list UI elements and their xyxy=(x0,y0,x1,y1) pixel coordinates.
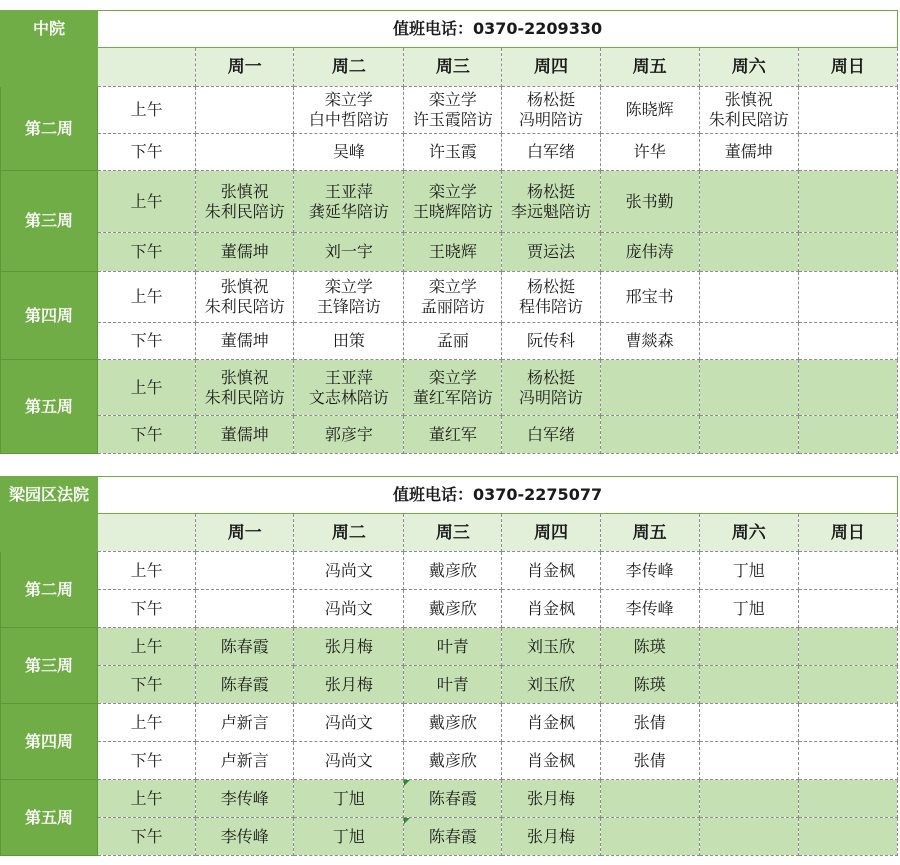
duty-cell[interactable]: 白军绪 xyxy=(502,134,600,171)
duty-cell[interactable] xyxy=(699,360,798,416)
duty-cell[interactable]: 冯尚文 xyxy=(294,552,404,590)
week-label-cell[interactable]: 第二周 xyxy=(1,552,98,628)
duty-cell[interactable]: 戴彦欣 xyxy=(404,590,502,628)
duty-cell[interactable] xyxy=(699,704,798,742)
duty-cell[interactable]: 曹燚森 xyxy=(600,323,699,360)
duty-cell[interactable]: 栾立学 董红军陪访 xyxy=(404,360,502,416)
duty-cell[interactable]: 张月梅 xyxy=(502,818,600,856)
schedule-table xyxy=(0,476,898,856)
duty-cell[interactable] xyxy=(699,171,798,233)
duty-cell[interactable]: 叶青 xyxy=(404,666,502,704)
court-name-cell[interactable]: 梁园区法院 xyxy=(1,477,98,514)
duty-cell[interactable]: 肖金枫 xyxy=(502,552,600,590)
court-name-cell[interactable]: 中院 xyxy=(1,11,98,48)
duty-cell[interactable]: 张慎祝 朱利民陪访 xyxy=(699,87,798,134)
day-header-cell[interactable]: 周二 xyxy=(294,514,404,552)
period-cell[interactable]: 下午 xyxy=(98,742,196,780)
duty-cell[interactable]: 杨松挺 冯明陪访 xyxy=(502,87,600,134)
duty-cell[interactable]: 李传峰 xyxy=(196,780,294,818)
duty-cell[interactable]: 张慎祝 朱利民陪访 xyxy=(196,360,294,416)
duty-cell[interactable] xyxy=(798,171,897,233)
duty-cell[interactable]: 田策 xyxy=(294,323,404,360)
day-header-cell[interactable]: 周五 xyxy=(600,48,699,87)
duty-cell[interactable]: 阮传科 xyxy=(502,323,600,360)
duty-cell[interactable]: 许玉霞 xyxy=(404,134,502,171)
duty-cell[interactable]: 陈春霞 xyxy=(404,780,502,818)
period-cell[interactable]: 下午 xyxy=(98,134,196,171)
duty-cell[interactable]: 栾立学 王晓辉陪访 xyxy=(404,171,502,233)
duty-cell[interactable]: 戴彦欣 xyxy=(404,552,502,590)
duty-cell[interactable]: 栾立学 王锋陪访 xyxy=(294,272,404,323)
duty-cell[interactable] xyxy=(798,134,897,171)
duty-cell[interactable]: 陈春霞 xyxy=(196,628,294,666)
duty-cell[interactable] xyxy=(798,552,897,590)
duty-cell[interactable] xyxy=(600,360,699,416)
schedule-row xyxy=(1,780,898,818)
duty-cell[interactable]: 冯尚文 xyxy=(294,704,404,742)
duty-cell[interactable] xyxy=(798,360,897,416)
period-cell[interactable]: 上午 xyxy=(98,628,196,666)
duty-cell[interactable]: 丁旭 xyxy=(294,780,404,818)
period-cell[interactable]: 上午 xyxy=(98,552,196,590)
schedule-row xyxy=(1,272,898,323)
title-row xyxy=(1,11,898,48)
duty-cell[interactable]: 卢新言 xyxy=(196,704,294,742)
period-cell[interactable]: 下午 xyxy=(98,323,196,360)
duty-cell[interactable]: 李传峰 xyxy=(600,552,699,590)
duty-cell[interactable]: 张月梅 xyxy=(294,666,404,704)
week-label-cell[interactable]: 第二周 xyxy=(1,87,98,171)
duty-cell[interactable]: 张书勤 xyxy=(600,171,699,233)
duty-cell[interactable]: 张慎祝 朱利民陪访 xyxy=(196,171,294,233)
duty-cell[interactable] xyxy=(798,233,897,272)
day-header-cell[interactable]: 周五 xyxy=(600,514,699,552)
day-header-cell[interactable]: 周三 xyxy=(404,48,502,87)
duty-cell[interactable]: 董儒坤 xyxy=(196,233,294,272)
duty-cell[interactable]: 张慎祝 朱利民陪访 xyxy=(196,272,294,323)
duty-cell[interactable]: 肖金枫 xyxy=(502,590,600,628)
duty-cell[interactable]: 刘一宇 xyxy=(294,233,404,272)
duty-cell[interactable]: 张月梅 xyxy=(502,780,600,818)
duty-cell[interactable]: 戴彦欣 xyxy=(404,742,502,780)
duty-cell[interactable]: 张倩 xyxy=(600,742,699,780)
duty-cell[interactable]: 董儒坤 xyxy=(196,323,294,360)
week-label-cell[interactable]: 第四周 xyxy=(1,272,98,360)
day-header-cell[interactable]: 周四 xyxy=(502,48,600,87)
duty-cell[interactable]: 邢宝书 xyxy=(600,272,699,323)
duty-cell[interactable]: 丁旭 xyxy=(699,590,798,628)
period-cell[interactable]: 下午 xyxy=(98,666,196,704)
day-header-cell[interactable]: 周二 xyxy=(294,48,404,87)
duty-cell[interactable]: 孟丽 xyxy=(404,323,502,360)
duty-phone-cell[interactable]: 值班电话：0370-2209330 xyxy=(98,11,898,48)
duty-cell[interactable]: 董红军 xyxy=(404,416,502,454)
duty-cell[interactable]: 庞伟涛 xyxy=(600,233,699,272)
duty-cell[interactable] xyxy=(798,628,897,666)
duty-cell[interactable] xyxy=(196,590,294,628)
day-header-cell[interactable]: 周一 xyxy=(196,514,294,552)
corner-cell[interactable] xyxy=(1,514,98,552)
duty-cell[interactable] xyxy=(699,666,798,704)
schedule-row xyxy=(1,666,898,704)
schedule-row xyxy=(1,704,898,742)
duty-cell[interactable]: 丁旭 xyxy=(294,818,404,856)
duty-cell[interactable] xyxy=(699,233,798,272)
duty-cell[interactable] xyxy=(798,87,897,134)
duty-cell[interactable] xyxy=(600,416,699,454)
schedule-row xyxy=(1,87,898,134)
duty-cell[interactable] xyxy=(798,818,897,856)
duty-cell[interactable]: 李传峰 xyxy=(196,818,294,856)
schedule-row xyxy=(1,590,898,628)
duty-cell[interactable] xyxy=(699,780,798,818)
schedule-row xyxy=(1,742,898,780)
period-cell[interactable]: 下午 xyxy=(98,818,196,856)
duty-cell[interactable]: 董儒坤 xyxy=(699,134,798,171)
duty-cell[interactable]: 王亚萍 文志林陪访 xyxy=(294,360,404,416)
corner-cell[interactable] xyxy=(1,48,98,87)
duty-cell[interactable] xyxy=(196,552,294,590)
duty-cell[interactable] xyxy=(699,742,798,780)
week-label-cell[interactable]: 第五周 xyxy=(1,780,98,856)
day-header-cell[interactable]: 周六 xyxy=(699,514,798,552)
schedule-row xyxy=(1,323,898,360)
schedule-row xyxy=(1,171,898,233)
period-cell[interactable]: 上午 xyxy=(98,171,196,233)
duty-cell[interactable] xyxy=(699,818,798,856)
day-header-cell[interactable]: 周一 xyxy=(196,48,294,87)
schedule-row xyxy=(1,416,898,454)
week-label-cell[interactable]: 第三周 xyxy=(1,628,98,704)
duty-cell[interactable]: 王亚萍 龚延华陪访 xyxy=(294,171,404,233)
duty-cell[interactable] xyxy=(196,134,294,171)
duty-cell[interactable]: 陈瑛 xyxy=(600,628,699,666)
duty-cell[interactable]: 杨松挺 程伟陪访 xyxy=(502,272,600,323)
duty-cell[interactable] xyxy=(196,87,294,134)
duty-cell[interactable]: 陈春霞 xyxy=(196,666,294,704)
duty-cell[interactable]: 冯尚文 xyxy=(294,742,404,780)
period-header-cell[interactable] xyxy=(98,514,196,552)
period-cell[interactable]: 上午 xyxy=(98,360,196,416)
duty-cell[interactable]: 叶青 xyxy=(404,628,502,666)
duty-cell[interactable]: 陈晓辉 xyxy=(600,87,699,134)
duty-cell[interactable]: 丁旭 xyxy=(699,552,798,590)
duty-cell[interactable]: 王晓辉 xyxy=(404,233,502,272)
duty-cell[interactable]: 张倩 xyxy=(600,704,699,742)
period-cell[interactable]: 上午 xyxy=(98,272,196,323)
duty-cell[interactable] xyxy=(798,742,897,780)
duty-cell[interactable]: 李传峰 xyxy=(600,590,699,628)
schedule-table xyxy=(0,10,898,454)
duty-cell[interactable]: 杨松挺 李远魁陪访 xyxy=(502,171,600,233)
schedule-row xyxy=(1,552,898,590)
duty-cell[interactable]: 杨松挺 冯明陪访 xyxy=(502,360,600,416)
duty-cell[interactable]: 郭彦宇 xyxy=(294,416,404,454)
duty-cell[interactable] xyxy=(798,666,897,704)
period-cell[interactable]: 上午 xyxy=(98,780,196,818)
day-header-row xyxy=(1,514,898,552)
duty-cell[interactable]: 肖金枫 xyxy=(502,704,600,742)
duty-cell[interactable] xyxy=(798,780,897,818)
duty-cell[interactable]: 栾立学 许玉霞陪访 xyxy=(404,87,502,134)
duty-cell[interactable]: 董儒坤 xyxy=(196,416,294,454)
period-cell[interactable]: 上午 xyxy=(98,87,196,134)
period-cell[interactable]: 下午 xyxy=(98,416,196,454)
duty-cell[interactable] xyxy=(798,704,897,742)
duty-cell[interactable]: 冯尚文 xyxy=(294,590,404,628)
day-header-cell[interactable]: 周日 xyxy=(798,514,897,552)
duty-cell[interactable] xyxy=(798,590,897,628)
day-header-row xyxy=(1,48,898,87)
duty-cell[interactable]: 肖金枫 xyxy=(502,742,600,780)
duty-cell[interactable]: 卢新言 xyxy=(196,742,294,780)
day-header-cell[interactable]: 周三 xyxy=(404,514,502,552)
duty-cell[interactable]: 栾立学 白中哲陪访 xyxy=(294,87,404,134)
duty-cell[interactable]: 张月梅 xyxy=(294,628,404,666)
period-header-cell[interactable] xyxy=(98,48,196,87)
duty-cell[interactable]: 戴彦欣 xyxy=(404,704,502,742)
schedule-row xyxy=(1,818,898,856)
week-label-cell[interactable]: 第四周 xyxy=(1,704,98,780)
duty-cell[interactable] xyxy=(699,416,798,454)
duty-cell[interactable]: 白军绪 xyxy=(502,416,600,454)
duty-cell[interactable] xyxy=(798,416,897,454)
duty-cell[interactable] xyxy=(600,818,699,856)
week-label-cell[interactable]: 第五周 xyxy=(1,360,98,454)
schedule-row xyxy=(1,134,898,171)
duty-cell[interactable]: 刘玉欣 xyxy=(502,666,600,704)
duty-cell[interactable]: 贾运法 xyxy=(502,233,600,272)
title-row xyxy=(1,477,898,514)
duty-cell[interactable]: 许华 xyxy=(600,134,699,171)
duty-cell[interactable]: 陈春霞 xyxy=(404,818,502,856)
period-cell[interactable]: 下午 xyxy=(98,590,196,628)
week-label-cell[interactable]: 第三周 xyxy=(1,171,98,272)
duty-cell[interactable] xyxy=(699,628,798,666)
schedule-row xyxy=(1,628,898,666)
duty-cell[interactable] xyxy=(798,323,897,360)
schedule-row xyxy=(1,233,898,272)
duty-cell[interactable]: 栾立学 孟丽陪访 xyxy=(404,272,502,323)
duty-cell[interactable] xyxy=(699,323,798,360)
duty-cell[interactable] xyxy=(699,272,798,323)
day-header-cell[interactable]: 周六 xyxy=(699,48,798,87)
duty-cell[interactable]: 陈瑛 xyxy=(600,666,699,704)
duty-cell[interactable]: 吴峰 xyxy=(294,134,404,171)
schedule-row xyxy=(1,360,898,416)
duty-cell[interactable]: 刘玉欣 xyxy=(502,628,600,666)
duty-cell[interactable] xyxy=(600,780,699,818)
duty-cell[interactable] xyxy=(798,272,897,323)
day-header-cell[interactable]: 周日 xyxy=(798,48,897,87)
duty-phone-cell[interactable]: 值班电话：0370-2275077 xyxy=(98,477,898,514)
period-cell[interactable]: 上午 xyxy=(98,704,196,742)
period-cell[interactable]: 下午 xyxy=(98,233,196,272)
day-header-cell[interactable]: 周四 xyxy=(502,514,600,552)
